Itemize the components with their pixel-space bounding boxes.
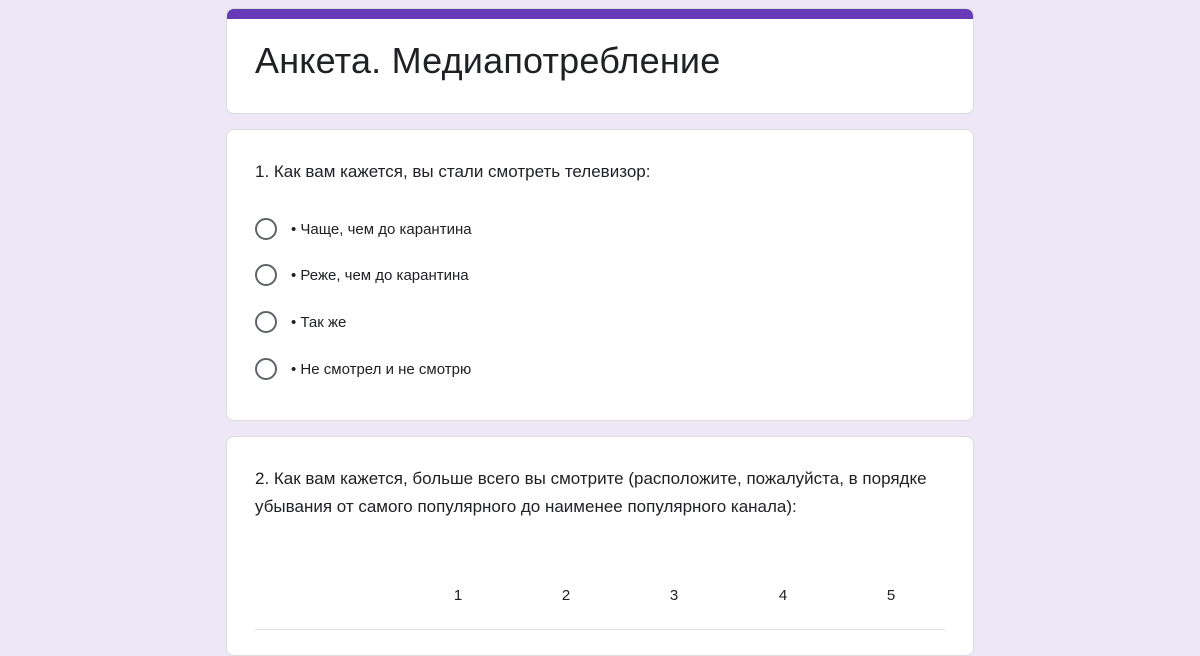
grid-column-header: 1	[453, 587, 463, 604]
form-title: Анкета. Медиапотребление	[255, 40, 721, 81]
radio-button[interactable]	[255, 358, 277, 380]
radio-option-same[interactable]	[255, 309, 346, 335]
grid-column-header: 3	[669, 587, 679, 604]
header-accent-bar	[227, 9, 973, 19]
option-label: • Не смотрел и не смотрю	[291, 360, 472, 378]
question-title: 1. Как вам кажется, вы стали смотреть телевизор:	[255, 162, 651, 181]
radio-button[interactable]	[255, 218, 277, 240]
radio-option-never[interactable]	[255, 356, 471, 382]
option-label: • Чаще, чем до карантина	[291, 220, 472, 238]
radio-button[interactable]	[255, 311, 277, 333]
radio-option-less-often[interactable]	[255, 262, 469, 288]
form-header-card	[226, 8, 974, 114]
option-label: • Так же	[291, 313, 347, 331]
option-label: • Реже, чем до карантина	[291, 266, 469, 284]
grid-column-header: 2	[561, 587, 571, 604]
radio-button[interactable]	[255, 264, 277, 286]
grid-column-header: 4	[778, 587, 788, 604]
grid-column-header: 5	[886, 587, 896, 604]
radio-option-more-often[interactable]	[255, 216, 472, 242]
question-card-2	[226, 436, 974, 656]
question-card-1	[226, 129, 974, 421]
grid-column-headers	[227, 587, 973, 609]
question-title: 2. Как вам кажется, больше всего вы смотрите (расположите, пожалуйста, в порядке убывания от самого популярного до наименее популярного канала):	[255, 469, 927, 516]
